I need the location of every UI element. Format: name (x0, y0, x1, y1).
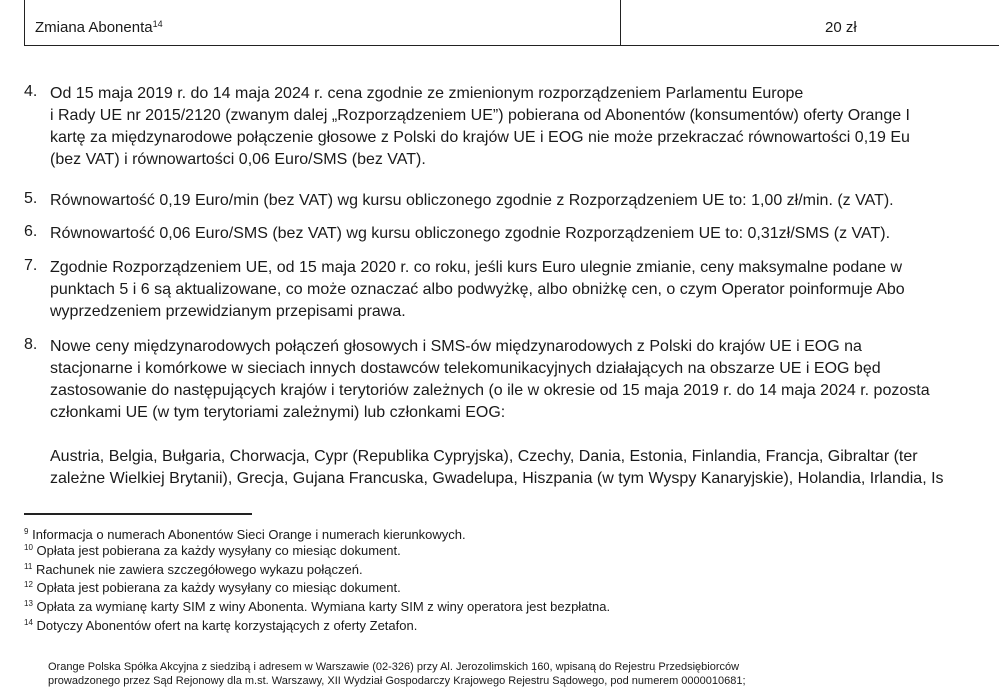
footnote (24, 527, 466, 543)
footnote (24, 580, 401, 596)
text-line: członkami UE (w tym terytoriami zależnymi) lub członkami EOG: (50, 404, 506, 421)
text-line: wyprzedzeniem przewidzianym przepisami prawa. (50, 303, 406, 320)
footnote-number: 11 (24, 562, 33, 571)
footnote-separator (24, 513, 252, 515)
item-number: 6. (24, 223, 38, 240)
item-number: 4. (24, 83, 38, 100)
text-line: punktach 5 i 6 są aktualizowane, co może oznaczać albo podwyżkę, albo obniżkę cen, o czym Operator poinformuje Abo (50, 281, 905, 298)
footnote-number: 9 (24, 527, 29, 536)
footnote (24, 618, 417, 634)
text-line: kartę za międzynarodowe połączenie głosowe z Polski do krajów UE i EOG nie może przekraczać równowartości 0,19 Eu (50, 129, 910, 146)
text-line: Równowartość 0,19 Euro/min (bez VAT) wg kursu obliczonego zgodnie z Rozporządzeniem UE to: 1,00 zł/min. (z VAT). (50, 192, 894, 209)
text-line: zastosowanie do następujących krajów i terytoriów zależnych (o ile w okresie od 15 maja 2019 r. do 14 maja 2024 r. pozosta (50, 382, 930, 399)
text-line: Od 15 maja 2019 r. do 14 maja 2024 r. cena zgodnie ze zmienionym rozporządzeniem Parlamentu Europe (50, 85, 804, 102)
item-number: 7. (24, 257, 38, 274)
fee-value: 20 zł (825, 19, 857, 36)
text-line: Austria, Belgia, Bułgaria, Chorwacja, Cypr (Republika Cypryjska), Czechy, Dania, Estonia, Finlandia, Francja, Gibraltar (ter (50, 448, 918, 465)
footnote (24, 543, 401, 559)
footnote-text: Dotyczy Abonentów ofert na kartę korzystających z oferty Zetafon. (36, 618, 418, 633)
fee-label: Zmiana Abonenta (35, 19, 153, 36)
text-line: i Rady UE nr 2015/2120 (zwanym dalej „Rozporządzeniem UE”) pobierana od Abonentów (konsumentów) oferty Orange I (50, 107, 910, 124)
footnote-text: Informacja o numerach Abonentów Sieci Orange i numerach kierunkowych. (32, 527, 466, 542)
item-text (50, 190, 894, 212)
countries-list (50, 446, 944, 490)
text-line: Zgodnie Rozporządzeniem UE, od 15 maja 2020 r. co roku, jeśli kurs Euro ulegnie zmianie, ceny maksymalne podane w (50, 259, 902, 276)
footnote-ref: 14 (152, 19, 163, 29)
item-number: 5. (24, 190, 38, 207)
item-text (50, 336, 930, 424)
footnote-text: Opłata za wymianę karty SIM z winy Abonenta. Wymiana karty SIM z winy operatora jest bezpłatna. (36, 599, 611, 614)
footnote-number: 13 (24, 599, 33, 608)
fee-table-row (24, 0, 999, 46)
text-line: Nowe ceny międzynarodowych połączeń głosowych i SMS-ów międzynarodowych z Polski do krajów UE i EOG na (50, 338, 862, 355)
text-line: zależne Wielkiej Brytanii), Grecja, Gujana Francuska, Gwadelupa, Hiszpania (w tym Wyspy Kanaryjskie), Holandia, Irlandia, Is (50, 470, 944, 487)
footnote-number: 14 (24, 618, 33, 627)
item-text (50, 223, 890, 245)
footnote (24, 599, 610, 615)
footer-line: prowadzonego przez Sąd Rejonowy dla m.st. Warszawy, XII Wydział Gospodarczy Krajowego Rejestru Sądowego, pod numerem 0000010681; (48, 675, 746, 687)
text-line: Równowartość 0,06 Euro/SMS (bez VAT) wg kursu obliczonego zgodnie Rozporządzeniem UE to: 0,31zł/SMS (z VAT). (50, 225, 891, 242)
footer-line: Orange Polska Spółka Akcyjna z siedzibą i adresem w Warszawie (02-326) przy Al. Jerozolimskich 160, wpisaną do Rejestru Przedsiębiorców (48, 661, 740, 673)
item-text (50, 257, 905, 323)
fee-label-cell (35, 19, 163, 36)
footnote (24, 562, 363, 578)
footnote-number: 12 (24, 580, 33, 589)
item-text (50, 83, 910, 171)
footnote-text: Opłata jest pobierana za każdy wysyłany co miesiąc dokument. (36, 543, 401, 558)
item-number: 8. (24, 336, 38, 353)
footnote-text: Rachunek nie zawiera szczegółowego wykazu połączeń. (35, 562, 363, 577)
footnote-text: Opłata jest pobierana za każdy wysyłany co miesiąc dokument. (36, 580, 401, 595)
text-line: (bez VAT) i równowartości 0,06 Euro/SMS (bez VAT). (50, 151, 426, 168)
text-line: stacjonarne i komórkowe w sieciach innych dostawców telekomunikacyjnych działających na obszarze UE i EOG będ (50, 360, 881, 377)
company-footer (48, 660, 746, 688)
footnote-number: 10 (24, 543, 33, 552)
table-divider (620, 0, 621, 46)
